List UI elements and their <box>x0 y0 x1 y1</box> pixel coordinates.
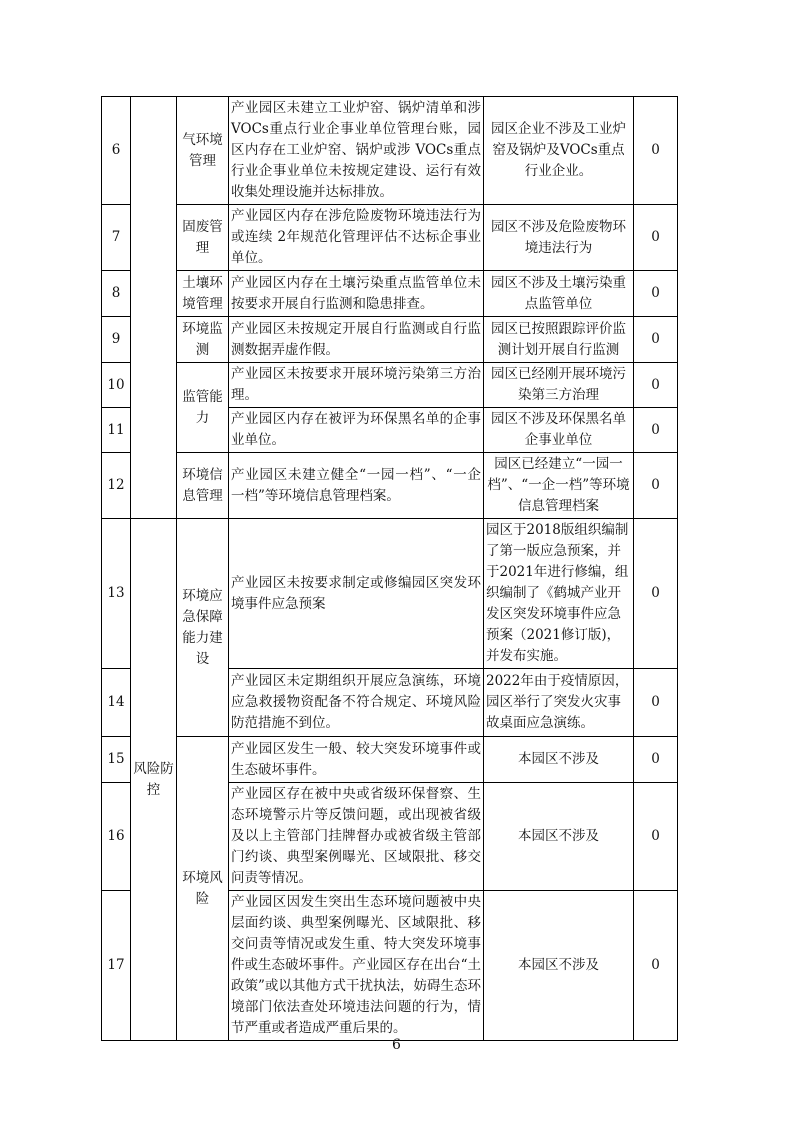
status-cell: 园区已按照跟踪评价监测计划开展自行监测 <box>484 317 634 363</box>
row-number: 15 <box>102 737 131 783</box>
subcategory-emergency: 环境应急保障能力建设 <box>177 519 229 737</box>
table-row <box>102 363 678 408</box>
requirement-cell: 产业园区未建立工业炉窑、锅炉清单和涉VOCs重点行业企事业单位管理台账，园区内存在工业炉窑、锅炉或涉 VOCs重点行业企事业单位未按规定建设、运行有效收集处理设施并达标排放。 <box>229 97 484 205</box>
evaluation-table <box>101 96 678 1041</box>
score-cell: 0 <box>634 737 678 783</box>
score-cell: 0 <box>634 205 678 271</box>
status-cell: 本园区不涉及 <box>484 783 634 891</box>
requirement-cell: 产业园区未按规定开展自行监测或自行监测数据弄虚作假。 <box>229 317 484 363</box>
row-number: 11 <box>102 408 131 453</box>
status-cell: 园区不涉及土壤污染重点监管单位 <box>484 271 634 317</box>
table-row <box>102 737 678 783</box>
row-number: 14 <box>102 669 131 737</box>
row-number: 17 <box>102 891 131 1041</box>
requirement-cell: 产业园区存在被中央或省级环保督察、生态环境警示片等反馈问题，或出现被省级及以上主管部门挂牌督办或被省级主管部门约谈、典型案例曝光、区域限批、移交问责等情况。 <box>229 783 484 891</box>
table-row <box>102 271 678 317</box>
row-number: 7 <box>102 205 131 271</box>
requirement-cell: 产业园区内存在被评为环保黑名单的企事业单位。 <box>229 408 484 453</box>
table-row <box>102 453 678 519</box>
row-number: 6 <box>102 97 131 205</box>
table-row <box>102 519 678 669</box>
page-number: 6 <box>392 1037 401 1053</box>
requirement-cell: 产业园区未按要求开展环境污染第三方治理。 <box>229 363 484 408</box>
table-row <box>102 205 678 271</box>
score-cell: 0 <box>634 453 678 519</box>
category-cell-empty <box>131 97 177 519</box>
score-cell: 0 <box>634 408 678 453</box>
requirement-cell: 产业园区内存在涉危险废物环境违法行为或连续 2年规范化管理评估不达标企事业单位。 <box>229 205 484 271</box>
status-cell: 园区已经建立“一园一档”、“一企一档”等环境信息管理档案 <box>484 453 634 519</box>
score-cell: 0 <box>634 783 678 891</box>
row-number: 12 <box>102 453 131 519</box>
table-row <box>102 97 678 205</box>
subcategory-gas: 气环境管理 <box>177 97 229 205</box>
requirement-cell: 产业园区未按要求制定或修编园区突发环境事件应急预案 <box>229 519 484 669</box>
status-cell: 本园区不涉及 <box>484 891 634 1041</box>
subcategory-soil: 土壤环境管理 <box>177 271 229 317</box>
status-cell: 园区企业不涉及工业炉窑及锅炉及VOCs重点行业企业。 <box>484 97 634 205</box>
score-cell: 0 <box>634 363 678 408</box>
status-cell: 园区于2018版组织编制了第一版应急预案，并于2021年进行修编，组织编制了《鹤城产业开发区突发环境事件应急预案（2021修订版)，并发布实施。 <box>484 519 634 669</box>
score-cell: 0 <box>634 317 678 363</box>
status-cell: 园区不涉及环保黑名单企事业单位 <box>484 408 634 453</box>
row-number: 10 <box>102 363 131 408</box>
requirement-cell: 产业园区未建立健全“一园一档”、“一企一档”等环境信息管理档案。 <box>229 453 484 519</box>
subcategory-monitor: 环境监测 <box>177 317 229 363</box>
subcategory-info: 环境信息管理 <box>177 453 229 519</box>
requirement-cell: 产业园区未定期组织开展应急演练，环境应急救援物资配备不符合规定、环境风险防范措施不到位。 <box>229 669 484 737</box>
subcategory-supervise: 监管能力 <box>177 363 229 453</box>
subcategory-risk: 环境风险 <box>177 737 229 1041</box>
row-number: 13 <box>102 519 131 669</box>
status-cell: 园区不涉及危险废物环境违法行为 <box>484 205 634 271</box>
requirement-cell: 产业园区因发生突出生态环境问题被中央层面约谈、典型案例曝光、区域限批、移交问责等情况或发生重、特大突发环境事件或生态破坏事件。产业园区存在出台“土政策”或以其他方式干扰执法，妨碍生态环境部门依法查处环境违法问题的行为，情节严重或者造成严重后果的。 <box>229 891 484 1041</box>
score-cell: 0 <box>634 97 678 205</box>
requirement-cell: 产业园区发生一般、较大突发环境事件或生态破坏事件。 <box>229 737 484 783</box>
table-row <box>102 317 678 363</box>
category-risk: 风险防控 <box>131 519 177 1041</box>
row-number: 9 <box>102 317 131 363</box>
score-cell: 0 <box>634 271 678 317</box>
status-cell: 2022年由于疫情原因，园区举行了突发火灾事故桌面应急演练。 <box>484 669 634 737</box>
status-cell: 园区已经刚开展环境污染第三方治理 <box>484 363 634 408</box>
score-cell: 0 <box>634 891 678 1041</box>
row-number: 16 <box>102 783 131 891</box>
score-cell: 0 <box>634 519 678 669</box>
status-cell: 本园区不涉及 <box>484 737 634 783</box>
score-cell: 0 <box>634 669 678 737</box>
subcategory-waste: 固废管理 <box>177 205 229 271</box>
requirement-cell: 产业园区内存在土壤污染重点监管单位未按要求开展自行监测和隐患排查。 <box>229 271 484 317</box>
row-number: 8 <box>102 271 131 317</box>
